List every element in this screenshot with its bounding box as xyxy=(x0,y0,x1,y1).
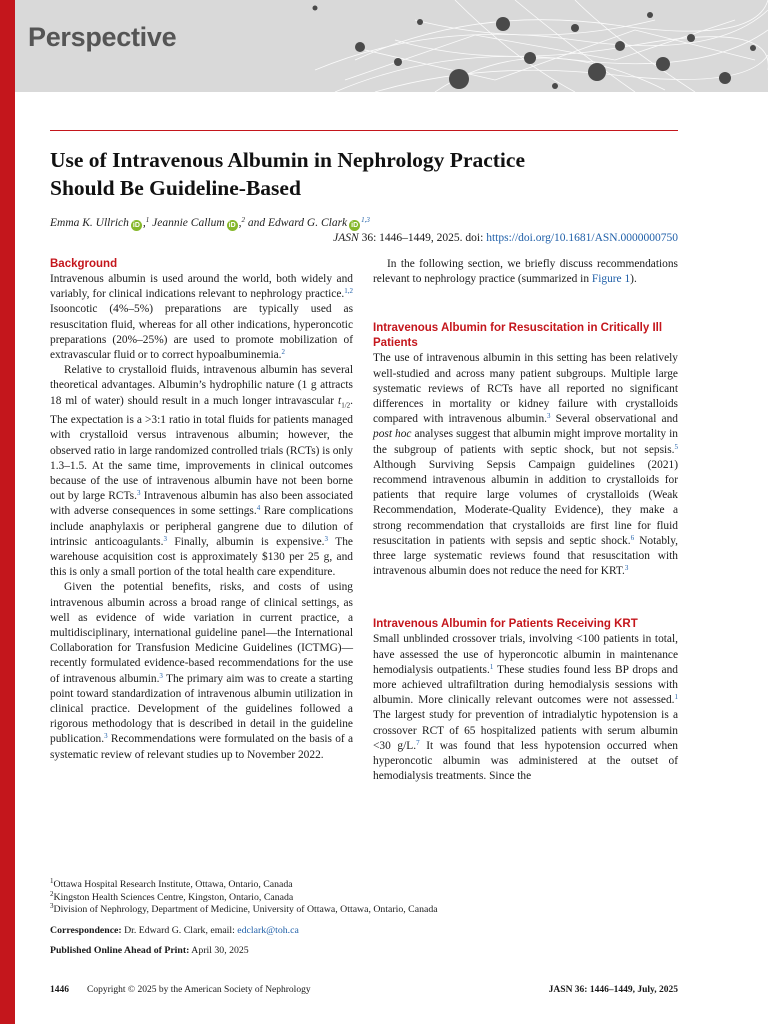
footnotes xyxy=(50,879,678,958)
doi-link[interactable]: https://doi.org/10.1681/ASN.0000000750 xyxy=(486,232,678,244)
author-2-affiliation: 2 xyxy=(241,216,246,224)
citation-journal: JASN xyxy=(333,232,359,244)
affiliation-2: $^2$Kingston Health Sciences Centre, Kingston, Ontario, Canada xyxy=(50,889,294,903)
author-2[interactable]: Jeannie Callum xyxy=(152,217,225,229)
reference-link[interactable]: 4 xyxy=(256,504,261,513)
citation-line xyxy=(50,232,678,244)
title-line-1: Use of Intravenous Albumin in Nephrology Practice xyxy=(50,148,525,172)
author-3-affiliation: 1,3 xyxy=(361,216,370,224)
section-label: Perspective xyxy=(28,22,177,52)
journal-info: JASN 36: 1446–1449, July, 2025 xyxy=(548,985,678,995)
left-column xyxy=(50,257,353,763)
paragraph: Given the potential benefits, risks, and costs of using intravenous albumin across a broad range of clinical settings, as well as evidence of wide variation in current practice, a multidisciplinary, international guideline panel—the International Collaboration for Transfusion Medicine Guidelines (ICTMG)—recently formulated evidence-based recommendations for the use of intravenous albumin.$^3$ The primary aim was to create a starting point toward standardization of intravenous albumin utilization in clinical practice. Development of the guidelines followed a rigorous methodology that is described in detail in the guideline publication.$^3$ Recommendations were formulated on the basis of a systematic review of relevant studies up to November 2022. xyxy=(50,581,353,761)
email-link[interactable]: edclark@toh.ca xyxy=(237,924,299,936)
section-header xyxy=(15,0,768,92)
heading-background: Background xyxy=(50,258,118,270)
reference-link[interactable]: 1 xyxy=(489,662,494,671)
orcid-icon[interactable]: iD xyxy=(351,222,359,229)
orcid-icon[interactable]: iD xyxy=(132,222,140,229)
figure-link[interactable]: Figure 1 xyxy=(591,273,631,286)
affiliation-3: $^3$Division of Nephrology, Department of Medicine, University of Ottawa, Ottawa, Ontario, Canada xyxy=(50,902,438,916)
paragraph: In the following section, we briefly discuss recommendations relevant to nephrology practice (summarized in Figure 1). xyxy=(373,258,678,286)
page-number: 1446 xyxy=(50,985,69,995)
title-line-2: Should Be Guideline-Based xyxy=(50,176,301,200)
reference-link[interactable]: 3 xyxy=(104,732,108,741)
reference-link[interactable]: 3 xyxy=(159,671,163,680)
right-column xyxy=(373,257,678,784)
reference-link[interactable]: 1,2 xyxy=(344,287,353,296)
copyright: Copyright © 2025 by the American Society of Nephrology xyxy=(87,985,311,995)
reference-link[interactable]: 3 xyxy=(547,412,551,421)
reference-link[interactable]: 5 xyxy=(674,442,678,451)
author-list: Emma K. Ullrich iD ,$^1$ Jeannie Callum iD ,$^2$ and Edward G. Clark iD$^{1,3}$ xyxy=(50,216,370,229)
reference-link[interactable]: 3 xyxy=(136,489,141,498)
reference-link[interactable]: 2 xyxy=(281,348,286,357)
reference-link[interactable]: 3 xyxy=(624,564,629,573)
author-1-affiliation: 1 xyxy=(145,216,150,224)
affiliation-1: $^1$Ottawa Hospital Research Institute, Ottawa, Ontario, Canada xyxy=(50,877,293,890)
reference-link[interactable]: 1 xyxy=(674,693,678,702)
reference-link[interactable]: 7 xyxy=(416,738,420,747)
paragraph: Small unblinded crossover trials, involving <100 patients in total, have assessed the use of hyperoncotic albumin in maintenance hemodialysis outpatients.$^1$ These studies found less BP drops and more achieved ultrafiltration during hemodialysis sessions with albumin. More clinically relevant outcomes were not assessed.$^1$ The largest study for prevention of intradialytic hypotension is a crossover RCT of 65 hospitalized patients with serum albumin <30 g/L.$^7$ It was found that less hypotension occurred when hyperoncotic albumin was administered at the outset of hemodialysis treatments. Since the xyxy=(373,633,679,783)
author-3[interactable]: and Edward G. Clark xyxy=(247,217,348,229)
paragraph: Relative to crystalloid fluids, intravenous albumin has several theoretical advantages. Albumin’s hydrophilic nature (1 g attracts 18 ml of water) should result in a much longer intravascular $t_{1/2}$. The expectation is a >3:1 ratio in total fluids for patients managed with crystalloid versus intravenous albumin; however, the observed ratio in large randomized controlled trials (RCTs) is only 1.3–1.5. At the same time, improvements in clinical outcomes because of the use of intravenous albumin have not been borne out by large RCTs.$^3$ Intravenous albumin has also been associated with adverse consequences in some settings.$^4$ Rare complications include anaphylaxis or peripheral gangrene due to dilution of intrinsic anticoagulants.$^3$ Finally, albumin is expensive.$^3$ The warehouse acquisition cost is approximately $130 per 25 g, and this is only a small portion of the total health care expenditure. xyxy=(50,364,353,579)
reference-link[interactable]: 3 xyxy=(163,534,167,543)
reference-link[interactable]: 6 xyxy=(630,533,635,542)
correspondence: Correspondence: Dr. Edward G. Clark, email: edclark@toh.ca xyxy=(50,924,299,936)
paragraph: The use of intravenous albumin in this setting has been relatively well-studied and across many patient subgroups. Multiple large systematic reviews of RCTs have all reported no significant differences in mortality or kidney failure with crystalloids compared with intravenous albumin.$^3$ Several observational and post hoc analyses suggest that albumin might improve mortality in the subgroup of patients with septic shock, but not sepsis.$^5$ Although Surviving Sepsis Campaign guidelines (2021) recommend intravenous albumin in addition to crystalloids for patients that require large volumes of crystalloids (Weak Recommendation, Moderate-Quality Evidence), they make a strong recommendation that crystalloids are first line for fluid resuscitation in patients with sepsis and septic shock.$^6$ Notably, three large systematic reviews found that resuscitation with intravenous albumin does not reduce the need for KRT.$^3$ xyxy=(373,352,678,578)
publication-date: Published Online Ahead of Print: April 30, 2025 xyxy=(50,945,249,957)
orcid-icon[interactable]: iD xyxy=(228,222,236,229)
title-rule xyxy=(50,130,678,131)
paragraph: Intravenous albumin is used around the world, both widely and variably, for clinical indications relevant to nephrology practice.$^{1,2}$ Isooncotic (4%–5%) preparations are typically used as resuscitation fluid, whereas for all other indications, hyperoncotic preparations (20%–25%) are used to promote mobilization of extravascular fluid or to correct hypoalbuminemia.$^2$ xyxy=(50,273,353,362)
citation-text: 36: 1446–1449, 2025. doi: xyxy=(358,232,487,244)
reference-link[interactable]: 3 xyxy=(324,534,329,543)
heading-krt: Intravenous Albumin for Patients Receiving KRT xyxy=(373,618,638,631)
left-accent-bar xyxy=(0,0,15,1024)
author-1[interactable]: Emma K. Ullrich xyxy=(50,217,129,229)
article-title xyxy=(50,146,690,202)
heading-resuscitation: Intravenous Albumin for Resuscitation in Critically Ill Patients xyxy=(373,322,663,350)
